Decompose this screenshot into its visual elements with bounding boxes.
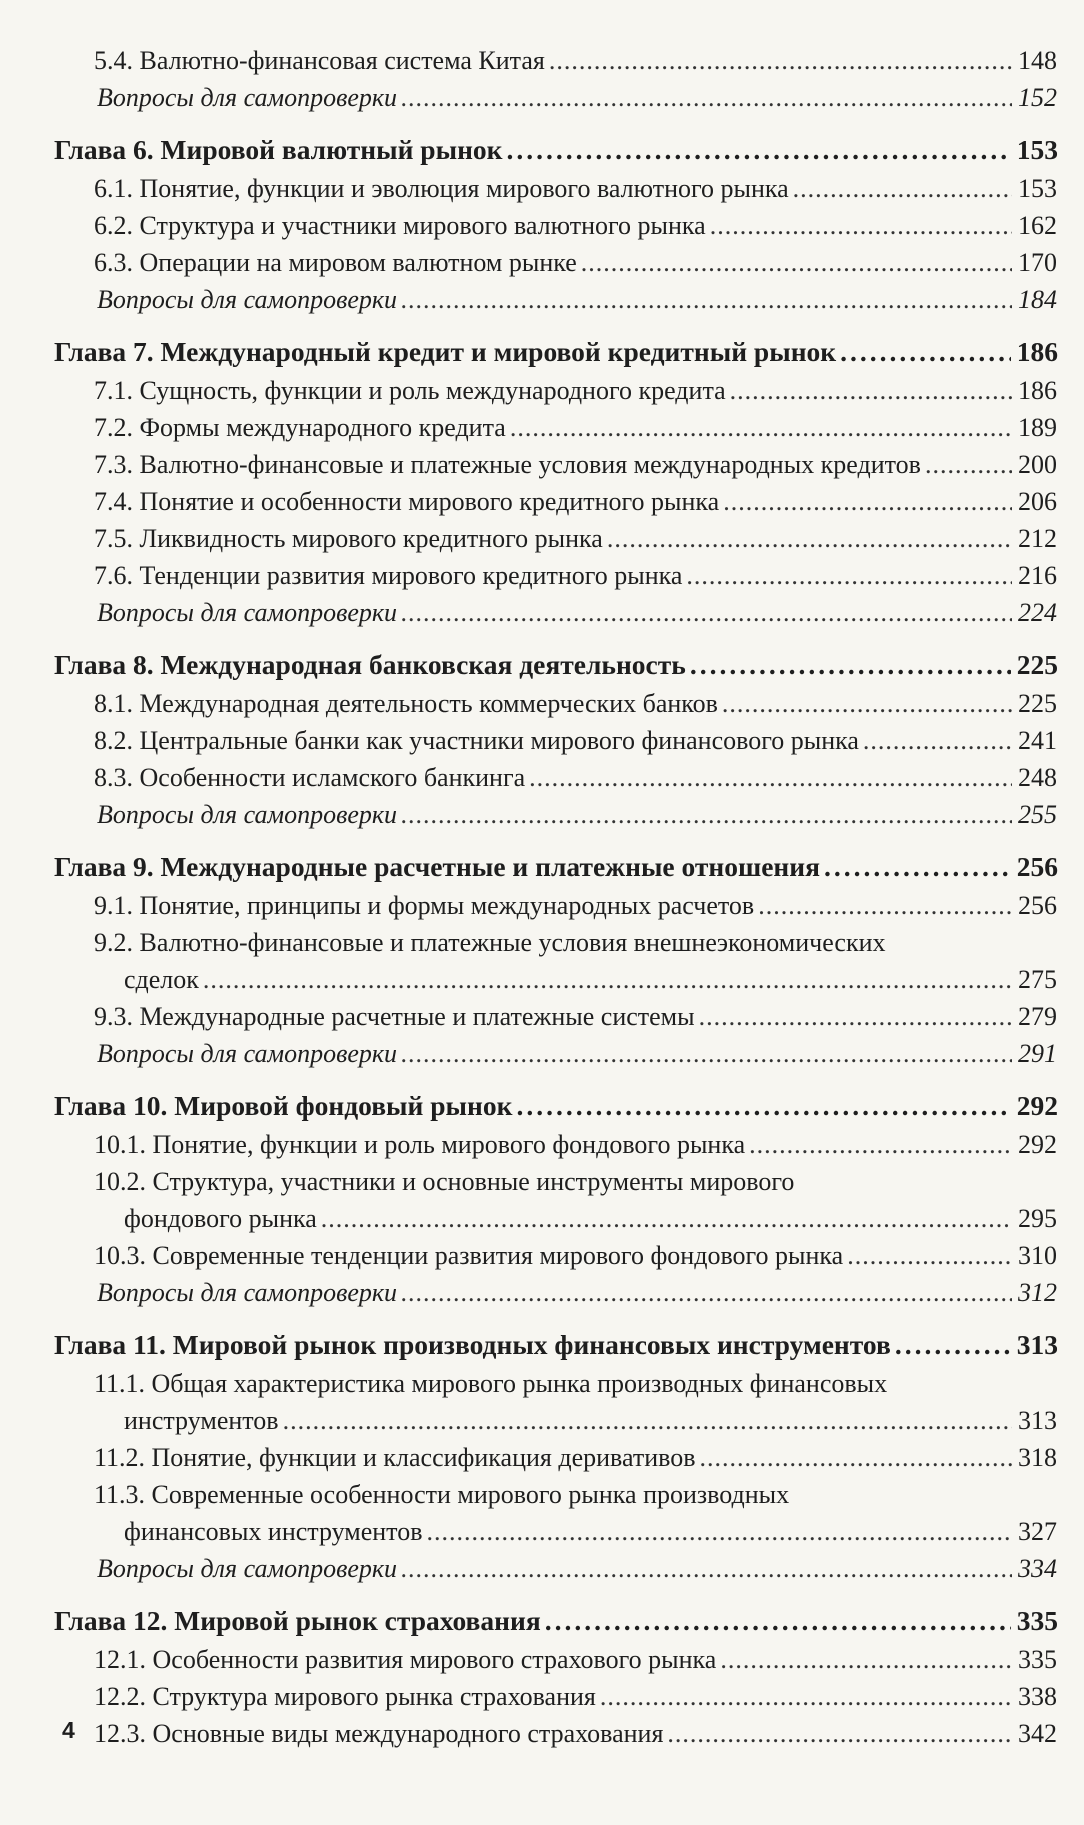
entry-title: Вопросы для самопроверки [97,83,398,112]
entry-title: 6.1. Понятие, функции и эволюция мирового валютного рынка [94,174,789,203]
entry-page: 152 [1018,83,1057,112]
toc-entry[interactable] [94,722,1057,759]
entry-title: 10.1. Понятие, функции и роль мирового фондового рынка [94,1130,746,1159]
chapter-page: 225 [1016,649,1058,680]
chapter-title: Глава 10. Мировой фондовый рынок [54,1090,513,1121]
entry-title: 8.2. Центральные банки как участники мирового финансового рынка [94,726,859,755]
toc-questions[interactable] [97,1035,1057,1072]
toc-entry[interactable] [94,759,1057,796]
entry-title: 7.3. Валютно-финансовые и платежные условия международных кредитов [94,450,921,479]
entry-title: 11.2. Понятие, функции и классификация деривативов [94,1443,696,1472]
entry-page: 342 [1018,1719,1057,1748]
toc-chapter[interactable] [54,129,1058,170]
toc-entry[interactable] [94,409,1057,446]
entry-title: 7.2. Формы международного кредита [94,413,506,442]
toc-questions[interactable] [97,1550,1057,1587]
entry-page: 291 [1018,1039,1057,1068]
entry-title: 6.2. Структура и участники мирового валютного рынка [94,211,706,240]
entry-page: 224 [1018,598,1057,627]
toc-chapter[interactable] [54,1324,1058,1365]
entry-page: 275 [1018,965,1057,994]
entry-page: 255 [1018,800,1057,829]
toc-chapter[interactable] [54,644,1058,685]
entry-title: 8.3. Особенности исламского банкинга [94,763,526,792]
entry-title: 7.1. Сущность, функции и роль международного кредита [94,376,726,405]
toc-questions[interactable] [97,796,1057,833]
chapter-title: Глава 12. Мировой рынок страхования [54,1605,541,1636]
entry-title: Вопросы для самопроверки [97,1554,398,1583]
entry-title: 9.3. Международные расчетные и платежные системы [94,1002,695,1031]
toc-entry[interactable] [94,685,1057,722]
entry-page: 170 [1018,248,1057,277]
entry-page: 310 [1018,1241,1057,1270]
toc-entry[interactable] [94,207,1057,244]
entry-title: инструментов [124,1406,279,1435]
page-number: 4 [62,1717,75,1743]
entry-page: 162 [1018,211,1057,240]
entry-title: 5.4. Валютно-финансовая система Китая [94,46,545,75]
entry-page: 338 [1018,1682,1057,1711]
toc-entry[interactable] [94,372,1057,409]
entry-page: 189 [1018,413,1057,442]
entry-page: 184 [1018,285,1057,314]
entry-title: 7.4. Понятие и особенности мирового кредитного рынка [94,487,720,516]
entry-title: Вопросы для самопроверки [97,1039,398,1068]
toc-entry[interactable] [94,244,1057,281]
entry-page: 335 [1018,1645,1057,1674]
toc-entry-first-line[interactable]: 11.3. Современные особенности мирового рынка производных [94,1480,790,1509]
toc-entry[interactable] [94,1715,1057,1752]
entry-page: 318 [1018,1443,1057,1472]
entry-page: 256 [1018,891,1057,920]
toc-entry-first-line[interactable]: 11.1. Общая характеристика мирового рынка производных финансовых [94,1369,888,1398]
toc-chapter[interactable] [54,331,1058,372]
toc-entry[interactable] [94,1513,1057,1550]
toc-entry[interactable] [94,42,1057,79]
chapter-title: Глава 7. Международный кредит и мировой кредитный рынок [54,336,837,367]
toc-entry[interactable] [94,961,1057,998]
toc-entry[interactable] [94,1402,1057,1439]
entry-title: сделок [124,965,199,994]
toc-chapter[interactable] [54,846,1058,887]
toc-chapter[interactable] [54,1600,1058,1641]
entry-title: 9.1. Понятие, принципы и формы международных расчетов [94,891,755,920]
entry-page: 313 [1018,1406,1057,1435]
entry-page: 279 [1018,1002,1057,1031]
toc-entry[interactable] [94,483,1057,520]
chapter-title: Глава 8. Международная банковская деятельность [54,649,686,680]
entry-title: 10.3. Современные тенденции развития мирового фондового рынка [94,1241,844,1270]
entry-page: 292 [1018,1130,1057,1159]
toc-entry[interactable] [94,557,1057,594]
entry-page: 200 [1018,450,1057,479]
toc-entry[interactable] [94,1200,1057,1237]
chapter-title: Глава 9. Международные расчетные и платежные отношения [54,851,820,882]
entry-title: 8.1. Международная деятельность коммерческих банков [94,689,718,718]
entry-page: 186 [1018,376,1057,405]
table-of-contents [0,42,1084,1752]
toc-entry[interactable] [94,1641,1057,1678]
entry-title: 12.3. Основные виды международного страхования [94,1719,664,1748]
chapter-page: 186 [1016,336,1058,367]
entry-page: 295 [1018,1204,1057,1233]
entry-page: 327 [1018,1517,1057,1546]
toc-entry[interactable] [94,887,1057,924]
entry-title: 12.2. Структура мирового рынка страхования [94,1682,596,1711]
entry-page: 206 [1018,487,1057,516]
toc-entry[interactable] [94,446,1057,483]
toc-questions[interactable] [97,1274,1057,1311]
entry-title: финансовых инструментов [124,1517,423,1546]
entry-title: Вопросы для самопроверки [97,285,398,314]
entry-page: 148 [1018,46,1057,75]
entry-title: 7.6. Тенденции развития мирового кредитного рынка [94,561,683,590]
entry-title: 6.3. Операции на мировом валютном рынке [94,248,577,277]
toc-entry[interactable] [94,1237,1057,1274]
entry-page: 241 [1018,726,1057,755]
chapter-title: Глава 11. Мировой рынок производных финансовых инструментов [54,1329,891,1360]
toc-entry[interactable] [94,1126,1057,1163]
toc-entry-first-line[interactable]: 9.2. Валютно-финансовые и платежные условия внешнеэкономических [94,928,886,957]
toc-chapter[interactable] [54,1085,1058,1126]
chapter-page: 335 [1016,1605,1058,1636]
toc-entry[interactable] [94,520,1057,557]
entry-title: 12.1. Особенности развития мирового страхового рынка [94,1645,717,1674]
entry-page: 248 [1018,763,1057,792]
chapter-title: Глава 6. Мировой валютный рынок [54,134,503,165]
entry-page: 334 [1018,1554,1057,1583]
toc-entry-first-line[interactable]: 10.2. Структура, участники и основные инструменты мирового [94,1167,795,1196]
entry-title: 7.5. Ликвидность мирового кредитного рынка [94,524,603,553]
entry-page: 312 [1018,1278,1057,1307]
entry-page: 212 [1018,524,1057,553]
entry-page: 153 [1018,174,1057,203]
toc-entry[interactable] [94,1678,1057,1715]
chapter-page: 313 [1016,1329,1058,1360]
toc-entry[interactable] [94,998,1057,1035]
toc-entry[interactable] [94,1439,1057,1476]
entry-title: Вопросы для самопроверки [97,598,398,627]
toc-entry[interactable] [94,170,1057,207]
toc-questions[interactable] [97,281,1057,318]
toc-questions[interactable] [97,594,1057,631]
entry-page: 225 [1018,689,1057,718]
entry-title: Вопросы для самопроверки [97,800,398,829]
toc-questions[interactable] [97,79,1057,116]
chapter-page: 292 [1016,1090,1058,1121]
entry-title: Вопросы для самопроверки [97,1278,398,1307]
chapter-page: 153 [1016,134,1058,165]
entry-page: 216 [1018,561,1057,590]
chapter-page: 256 [1016,851,1058,882]
entry-title: фондового рынка [124,1204,317,1233]
